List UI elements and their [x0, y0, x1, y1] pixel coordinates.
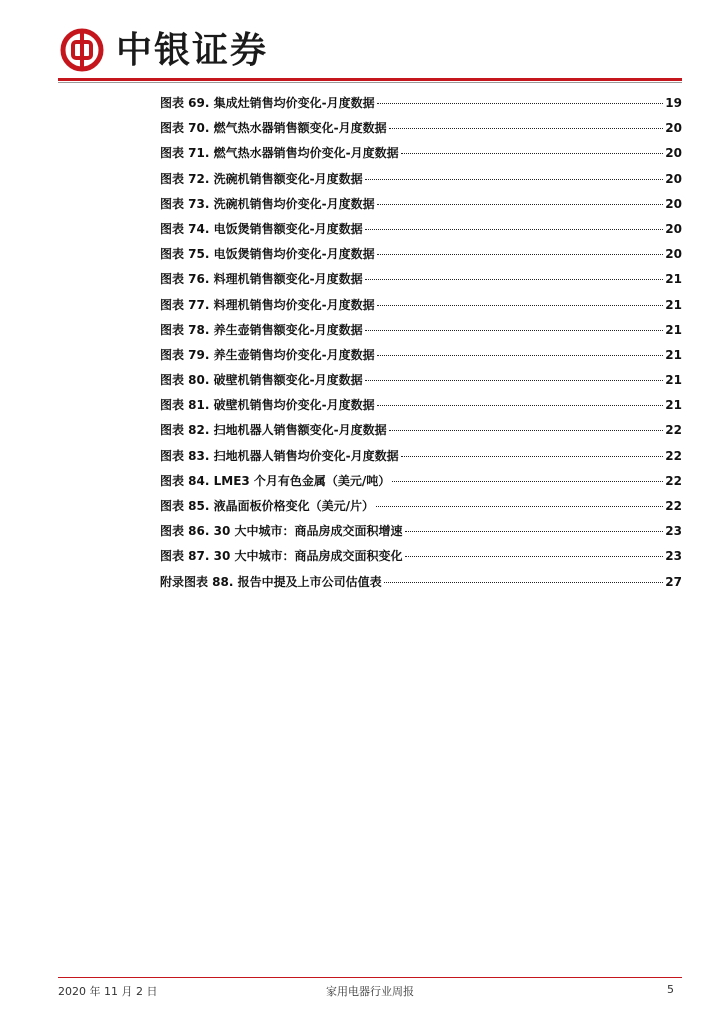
- toc-dot-leader: [365, 368, 664, 381]
- toc-entry[interactable]: [160, 91, 682, 116]
- toc-entry-page-number[interactable]: 21: [665, 322, 682, 337]
- page-header: [0, 0, 724, 84]
- toc-entry-title[interactable]: 图表 75. 电饭煲销售均价变化-月度数据: [160, 247, 375, 262]
- toc-dot-leader: [365, 167, 664, 180]
- toc-entry[interactable]: [160, 192, 682, 217]
- brand-name: 中银证券: [116, 29, 269, 71]
- toc-entry[interactable]: [160, 217, 682, 242]
- toc-entry-page-number[interactable]: 22: [665, 448, 682, 463]
- toc-dot-leader: [384, 570, 664, 583]
- toc-entry-title[interactable]: 图表 84. LME3 个月有色金属（美元/吨）: [160, 473, 391, 488]
- toc-entry-page-number[interactable]: 27: [665, 574, 682, 589]
- toc-entry-title[interactable]: 图表 85. 液晶面板价格变化（美元/片）: [160, 499, 374, 513]
- header-divider-grey: [58, 82, 682, 83]
- toc-entry-title[interactable]: 图表 80. 破壁机销售额变化-月度数据: [160, 373, 363, 388]
- toc-dot-leader: [401, 141, 664, 154]
- toc-dot-leader: [405, 544, 664, 557]
- toc-entry[interactable]: [160, 343, 682, 368]
- toc-entry-title[interactable]: 图表 78. 养生壶销售额变化-月度数据: [160, 322, 363, 337]
- toc-entry-title[interactable]: 图表 69. 集成灶销售均价变化-月度数据: [160, 96, 375, 110]
- toc-entry-page-number[interactable]: 21: [665, 373, 682, 388]
- toc-entry-page-number[interactable]: 23: [665, 549, 682, 564]
- toc-entry-page-number[interactable]: 20: [665, 146, 682, 161]
- toc-entry-page-number[interactable]: 20: [665, 221, 682, 236]
- toc-entry-page-number[interactable]: 21: [665, 272, 682, 287]
- toc-dot-leader: [365, 318, 664, 331]
- footer-page-number: 5: [667, 983, 674, 996]
- toc-entry-page-number[interactable]: 21: [665, 297, 682, 312]
- toc-entry-title[interactable]: 图表 77. 料理机销售均价变化-月度数据: [160, 297, 375, 312]
- toc-dot-leader: [377, 91, 664, 104]
- toc-entry-page-number[interactable]: 20: [665, 171, 682, 186]
- toc-dot-leader: [377, 293, 664, 306]
- page-footer: [58, 983, 682, 999]
- toc-entry-page-number[interactable]: 22: [665, 473, 682, 488]
- toc-entry-page-number[interactable]: 22: [665, 499, 682, 513]
- toc-entry[interactable]: [160, 167, 682, 192]
- header-divider-red: [58, 78, 682, 81]
- toc-entry[interactable]: [160, 293, 682, 318]
- toc-entry-title[interactable]: 图表 86. 30 大中城市：商品房成交面积增速: [160, 524, 403, 539]
- toc-entry[interactable]: [160, 141, 682, 166]
- toc-dot-leader: [377, 192, 664, 205]
- toc-entry-title[interactable]: 图表 81. 破壁机销售均价变化-月度数据: [160, 398, 375, 413]
- toc-entry-title[interactable]: 图表 70. 燃气热水器销售额变化-月度数据: [160, 121, 387, 136]
- toc-dot-leader: [376, 494, 663, 507]
- toc-entry-title[interactable]: 图表 74. 电饭煲销售额变化-月度数据: [160, 221, 363, 236]
- toc-entry[interactable]: [160, 368, 682, 393]
- footer-date: 2020 年 11 月 2 日: [58, 985, 158, 998]
- toc-entry-title[interactable]: 附录图表 88. 报告中提及上市公司估值表: [160, 574, 382, 589]
- toc-entry-title[interactable]: 图表 76. 料理机销售额变化-月度数据: [160, 272, 363, 287]
- toc-entry-page-number[interactable]: 21: [665, 398, 682, 413]
- toc-dot-leader: [365, 267, 664, 280]
- toc-entry-title[interactable]: 图表 79. 养生壶销售均价变化-月度数据: [160, 347, 375, 362]
- toc-entry[interactable]: [160, 519, 682, 544]
- toc-entry[interactable]: [160, 469, 682, 494]
- toc-dot-leader: [377, 393, 664, 406]
- toc-entry-title[interactable]: 图表 82. 扫地机器人销售额变化-月度数据: [160, 423, 387, 438]
- toc-entry[interactable]: [160, 570, 682, 595]
- toc-entry-page-number[interactable]: 20: [665, 196, 682, 211]
- footer-report-title: 家用电器行业周报: [326, 985, 414, 998]
- table-of-figures: [160, 91, 682, 595]
- bank-of-china-logo-icon: [60, 28, 104, 72]
- toc-entry-page-number[interactable]: 20: [665, 121, 682, 136]
- toc-entry[interactable]: [160, 318, 682, 343]
- toc-entry[interactable]: [160, 444, 682, 469]
- toc-dot-leader: [377, 242, 664, 255]
- toc-entry[interactable]: [160, 116, 682, 141]
- toc-entry-page-number[interactable]: 19: [665, 96, 682, 110]
- toc-entry-page-number[interactable]: 22: [665, 423, 682, 438]
- toc-entry-page-number[interactable]: 21: [665, 347, 682, 362]
- toc-dot-leader: [389, 418, 664, 431]
- toc-dot-leader: [401, 444, 664, 457]
- toc-entry-title[interactable]: 图表 71. 燃气热水器销售均价变化-月度数据: [160, 146, 399, 161]
- toc-dot-leader: [405, 519, 664, 532]
- toc-entry-title[interactable]: 图表 73. 洗碗机销售均价变化-月度数据: [160, 196, 375, 211]
- toc-dot-leader: [389, 116, 664, 129]
- toc-entry-title[interactable]: 图表 83. 扫地机器人销售均价变化-月度数据: [160, 448, 399, 463]
- toc-entry[interactable]: [160, 544, 682, 569]
- toc-entry-title[interactable]: 图表 72. 洗碗机销售额变化-月度数据: [160, 171, 363, 186]
- toc-entry-title[interactable]: 图表 87. 30 大中城市：商品房成交面积变化: [160, 549, 403, 564]
- toc-entry-page-number[interactable]: 23: [665, 524, 682, 539]
- toc-entry[interactable]: [160, 267, 682, 292]
- toc-dot-leader: [377, 343, 664, 356]
- toc-entry[interactable]: [160, 393, 682, 418]
- toc-entry[interactable]: [160, 242, 682, 267]
- toc-dot-leader: [365, 217, 664, 230]
- toc-entry[interactable]: [160, 418, 682, 443]
- toc-entry-page-number[interactable]: 20: [665, 247, 682, 262]
- toc-entry[interactable]: [160, 494, 682, 519]
- toc-dot-leader: [392, 469, 663, 482]
- footer-divider: [58, 977, 682, 978]
